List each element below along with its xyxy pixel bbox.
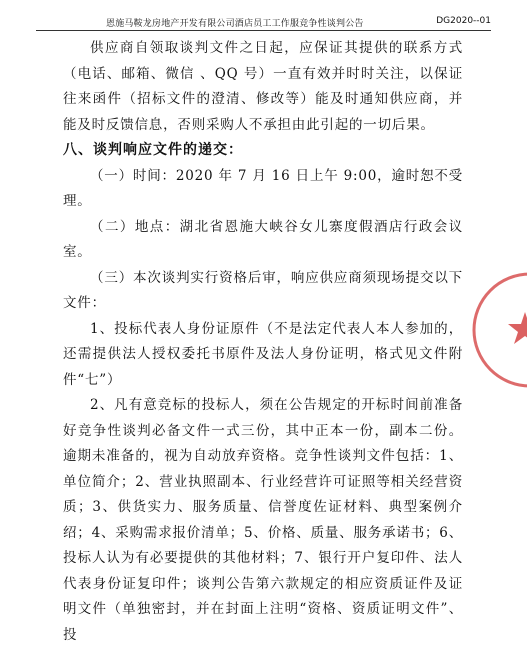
document-body <box>63 36 463 648</box>
body-paragraph: （三）本次谈判实行资格后审，响应供应商须现场提交以下文件： <box>63 269 463 311</box>
body-paragraph: 供应商自领取谈判文件之日起，应保证其提供的联系方式（电话、邮箱、微信 、QQ 号）一直有效并时时关注，以保证往来函件（招标文件的澄清、修改等）能及时通知供应商，并能及时反馈信息，否则采购人不承担由此引起的一切后果。 <box>63 40 463 133</box>
page-header <box>36 8 491 31</box>
document-code: DG2020--01 <box>436 16 491 26</box>
body-paragraph: （二）地点：湖北省恩施大峡谷女儿寨度假酒店行政会议室。 <box>63 218 463 260</box>
body-paragraph: 2、凡有意竞标的投标人，须在公告规定的开标时间前准备好竞争性谈判必备文件一式三份，其中正本一份，副本二份。逾期未准备的，视为自动放弃资格。竞争性谈判文件包括：1、单位简介；2、营业执照副本、行业经营许可证照等相关经营资质；3、供货实力、服务质量、信誉度佐证材料、典型案例介绍；4、采购需求报价清单；5、价格、质量、服务承诺书；6、投标人认为有必要提供的其他材料；7、银行开户复印件、法人代表身份证复印件；谈判公告第六款规定的相应资质证件及证明文件（单独密封，并在封面上注明“资格、资质证明文件”、投 <box>63 397 463 643</box>
body-paragraph: （一）时间：2020 年 7 月 16 日上午 9:00，逾时恕不受理。 <box>63 167 463 209</box>
company-seal-stamp <box>470 270 527 390</box>
section-heading: 八、谈判响应文件的递交： <box>63 142 243 158</box>
body-paragraph: 1、投标代表人身份证原件（不是法定代表人本人参加的，还需提供法人授权委托书原件及法人身份证明，格式见文件附件“七”） <box>63 320 463 388</box>
header-title: 恩施马鞍龙房地产开发有限公司酒店员工工作服竞争性谈判公告 <box>106 19 364 29</box>
